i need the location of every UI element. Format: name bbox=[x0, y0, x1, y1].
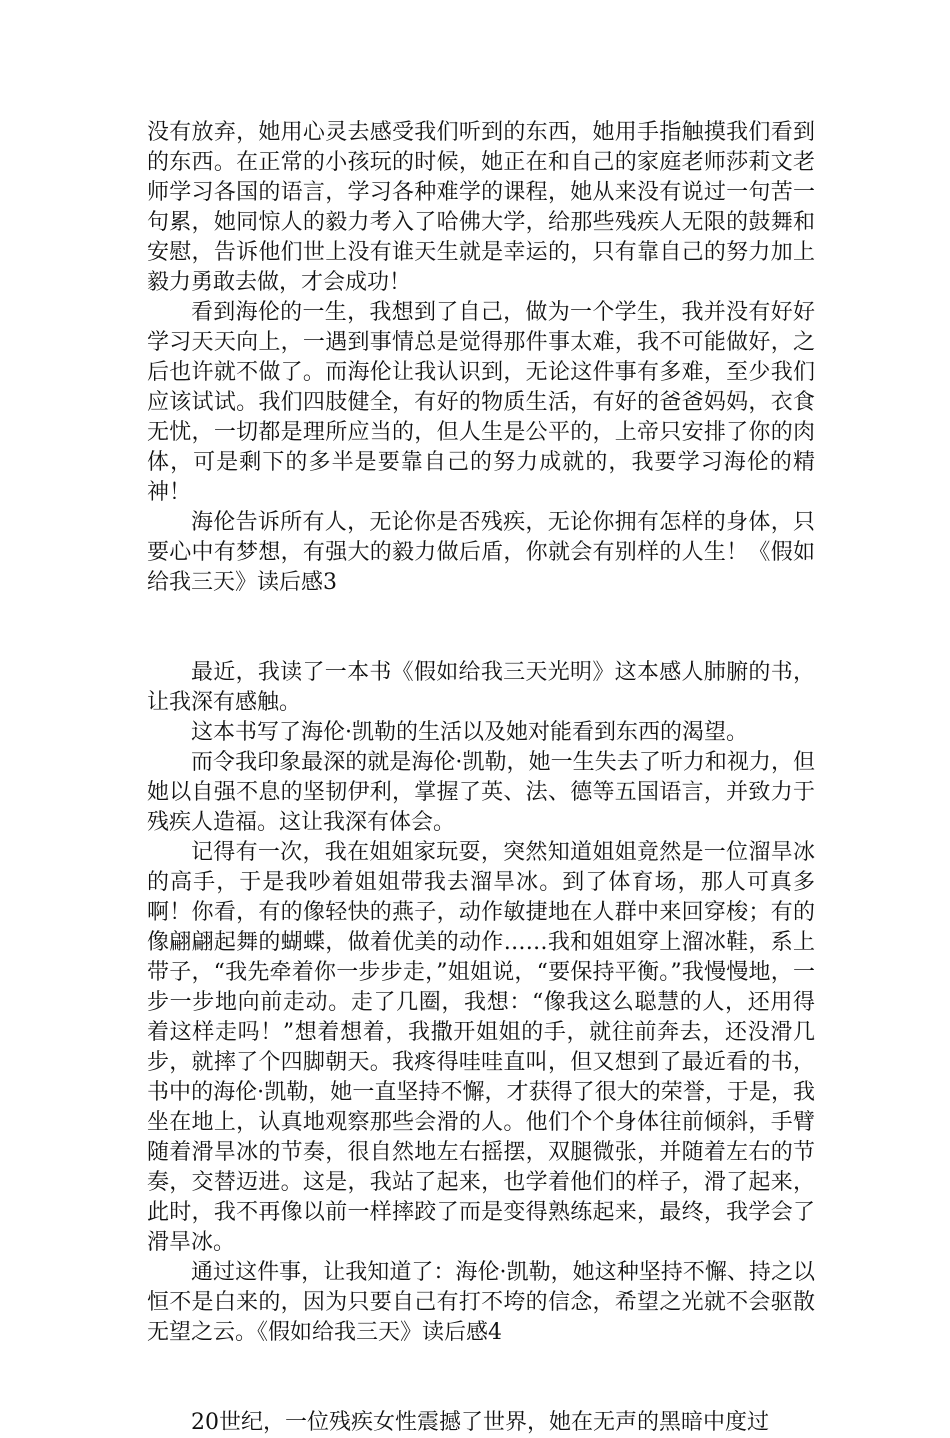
paragraph-7: 记得有一次，我在姐姐家玩耍，突然知道姐姐竟然是一位溜旱冰的高手，于是我吵着姐姐带我去溜旱冰。到了体育场，那人可真多啊！你看，有的像轻快的燕子，动作敏捷地在人群中来回穿梭；有的像翩翩起舞的蝴蝶，做着优美的动作……我和姐姐穿上溜冰鞋，系上带子，“我先牵着你一步步走，”姐姐说，“要保持平衡。”我慢慢地，一步一步地向前走动。走了几圈，我想：“像我这么聪慧的人，还用得着这样走吗！”想着想着，我撒开姐姐的手，就往前奔去，还没滑几步，就摔了个四脚朝天。我疼得哇哇直叫，但又想到了最近看的书，书中的海伦·凯勒，她一直坚持不懈，才获得了很大的荣誉，于是，我坐在地上，认真地观察那些会滑的人。他们个个身体往前倾斜，手臂随着滑旱冰的节奏，很自然地左右摇摆，双腿微张，并随着左右的节奏，交替迈进。这是，我站了起来，也学着他们的样子，滑了起来，此时，我不再像以前一样摔跤了而是变得熟练起来，最终，我学会了滑旱冰。 bbox=[147, 840, 815, 1255]
paragraph-4: 最近，我读了一本书《假如给我三天光明》这本感人肺腑的书，让我深有感触。 bbox=[147, 660, 815, 715]
paragraph-9: 20世纪，一位残疾女性震撼了世界，她在无声的黑暗中度过 bbox=[191, 1410, 769, 1435]
paragraph-1: 没有放弃，她用心灵去感受我们听到的东西，她用手指触摸我们看到的东西。在正常的小孩玩的时候，她正在和自己的家庭老师莎莉文老师学习各国的语言，学习各种难学的课程，她从来没有说过一句苦一句累，她同惊人的毅力考入了哈佛大学，给那些残疾人无限的鼓舞和安慰，告诉他们世上没有谁天生就是幸运的，只有靠自己的努力加上毅力勇敢去做，才会成功！ bbox=[147, 120, 815, 295]
section-gap bbox=[147, 598, 815, 658]
paragraph-2: 看到海伦的一生，我想到了自己，做为一个学生，我并没有好好学习天天向上，一遇到事情总是觉得那件事太难，我不可能做好，之后也许就不做了。而海伦让我认识到，无论这件事有多难，至少我们应该试试。我们四肢健全，有好的物质生活，有好的爸爸妈妈，衣食无忧，一切都是理所应当的，但人生是公平的，上帝只安排了你的肉体，可是剩下的多半是要靠自己的努力成就的，我要学习海伦的精神！ bbox=[147, 300, 815, 505]
paragraph-6: 而令我印象最深的就是海伦·凯勒，她一生失去了听力和视力，但她以自强不息的坚韧伊利，掌握了英、法、德等五国语言，并致力于残疾人造福。这让我深有体会。 bbox=[147, 750, 815, 835]
paragraph-3: 海伦告诉所有人，无论你是否残疾，无论你拥有怎样的身体，只要心中有梦想，有强大的毅力做后盾，你就会有别样的人生！《假如给我三天》读后感3 bbox=[147, 510, 815, 595]
paragraph-5: 这本书写了海伦·凯勒的生活以及她对能看到东西的渴望。 bbox=[191, 720, 748, 745]
section-gap bbox=[147, 1348, 815, 1408]
document-body bbox=[147, 118, 815, 1438]
paragraph-8: 通过这件事，让我知道了：海伦·凯勒，她这种坚持不懈、持之以恒不是白来的，因为只要自己有打不垮的信念，希望之光就不会驱散无望之云。《假如给我三天》读后感4 bbox=[147, 1260, 815, 1345]
